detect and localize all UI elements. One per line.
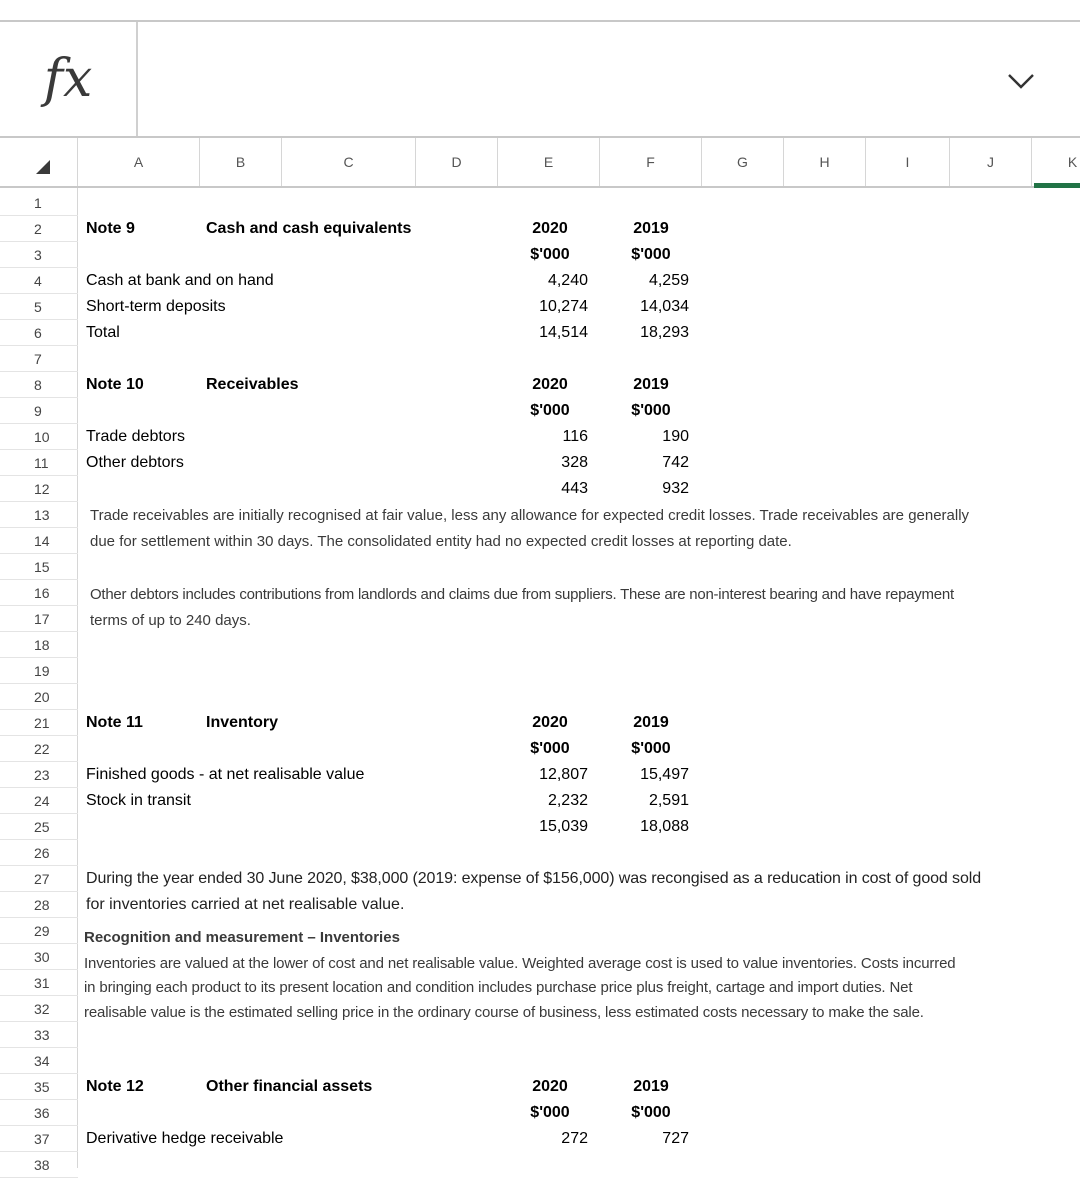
note10-title[interactable]: Receivables bbox=[206, 376, 299, 393]
note11-year-2020[interactable]: 2020 bbox=[532, 714, 568, 731]
column-header-d[interactable]: D bbox=[416, 138, 498, 186]
column-header-a[interactable]: A bbox=[78, 138, 200, 186]
note10-year-2019[interactable]: 2019 bbox=[633, 376, 669, 393]
note12-title[interactable]: Other financial assets bbox=[206, 1078, 373, 1095]
row-header[interactable]: 4 bbox=[0, 268, 78, 294]
note10-line-2019[interactable]: 742 bbox=[662, 454, 689, 471]
note9-line-2020[interactable]: 14,514 bbox=[539, 324, 588, 341]
row-header[interactable]: 38 bbox=[0, 1152, 78, 1178]
column-header-j[interactable]: J bbox=[950, 138, 1032, 186]
column-header-i[interactable]: I bbox=[866, 138, 950, 186]
note11-total-2020[interactable]: 15,039 bbox=[539, 818, 588, 835]
note9-line-label[interactable]: Cash at bank and on hand bbox=[86, 272, 274, 289]
note9-title[interactable]: Cash and cash equivalents bbox=[206, 220, 412, 237]
note12-label[interactable]: Note 12 bbox=[86, 1078, 144, 1095]
row-header[interactable]: 29 bbox=[0, 918, 78, 944]
note9-year-2019[interactable]: 2019 bbox=[633, 220, 669, 237]
row-header[interactable]: 25 bbox=[0, 814, 78, 840]
column-header-e[interactable]: E bbox=[498, 138, 600, 186]
note10-line-2020[interactable]: 328 bbox=[561, 454, 588, 471]
column-header-c[interactable]: C bbox=[282, 138, 416, 186]
row-header[interactable]: 13 bbox=[0, 502, 78, 528]
column-header-b[interactable]: B bbox=[200, 138, 282, 186]
note10-unit-2019[interactable]: $'000 bbox=[631, 402, 671, 419]
note9-line-2019[interactable]: 18,293 bbox=[640, 324, 689, 341]
column-header-f[interactable]: F bbox=[600, 138, 702, 186]
note9-line-label[interactable]: Short-term deposits bbox=[86, 298, 226, 315]
note11-line-2019[interactable]: 15,497 bbox=[640, 766, 689, 783]
note9-year-2020[interactable]: 2020 bbox=[532, 220, 568, 237]
row-header[interactable]: 21 bbox=[0, 710, 78, 736]
note10-year-2020[interactable]: 2020 bbox=[532, 376, 568, 393]
note12-year-2019[interactable]: 2019 bbox=[633, 1078, 669, 1095]
note11-recognition-title: Recognition and measurement – Inventories bbox=[84, 929, 400, 946]
row-header[interactable]: 23 bbox=[0, 762, 78, 788]
note10-line-2019[interactable]: 190 bbox=[662, 428, 689, 445]
note11-unit-2020[interactable]: $'000 bbox=[530, 740, 570, 757]
note10-paragraph-1-line-1: Trade receivables are initially recognised at fair value, less any allowance for expected credit losses. Trade receivables are generally bbox=[90, 507, 970, 524]
row-header[interactable]: 28 bbox=[0, 892, 78, 918]
select-all-triangle-icon[interactable] bbox=[36, 160, 50, 174]
note11-year-2019[interactable]: 2019 bbox=[633, 714, 669, 731]
note10-line-label[interactable]: Other debtors bbox=[86, 454, 184, 471]
row-header[interactable]: 14 bbox=[0, 528, 78, 554]
note10-line-2020[interactable]: 116 bbox=[562, 428, 588, 445]
row-header[interactable]: 11 bbox=[0, 450, 78, 476]
note11-recognition-line-3: realisable value is the estimated selling price in the ordinary course of business, less estimated costs necessary to make the sale. bbox=[84, 1004, 924, 1021]
note9-label[interactable]: Note 9 bbox=[86, 220, 135, 237]
note10-total-2020[interactable]: 443 bbox=[561, 480, 588, 497]
column-header-h[interactable]: H bbox=[784, 138, 866, 186]
row-header[interactable]: 10 bbox=[0, 424, 78, 450]
note9-line-label[interactable]: Total bbox=[86, 324, 120, 341]
note11-paragraph-line-1[interactable]: During the year ended 30 June 2020, $38,000 (2019: expense of $156,000) was recongised as a reducation in cost of good sold bbox=[86, 870, 982, 887]
note11-recognition-line-2: in bringing each product to its present location and condition includes purchase price plus freight, cartage and import duties. Net bbox=[84, 979, 913, 996]
note11-line-label[interactable]: Stock in transit bbox=[86, 792, 191, 809]
fx-label[interactable]: fx bbox=[0, 22, 138, 136]
note12-unit-2020[interactable]: $'000 bbox=[530, 1104, 570, 1121]
row-header[interactable]: 24 bbox=[0, 788, 78, 814]
note12-unit-2019[interactable]: $'000 bbox=[631, 1104, 671, 1121]
row-header[interactable]: 27 bbox=[0, 866, 78, 892]
row-header[interactable]: 32 bbox=[0, 996, 78, 1022]
note10-paragraph-1-line-2: due for settlement within 30 days. The consolidated entity had no expected credit losses at reporting date. bbox=[90, 533, 792, 550]
note9-line-2019[interactable]: 14,034 bbox=[640, 298, 689, 315]
note12-line-label[interactable]: Derivative hedge receivable bbox=[86, 1130, 284, 1147]
row-header[interactable]: 6 bbox=[0, 320, 78, 346]
row-header[interactable]: 16 bbox=[0, 580, 78, 606]
row-header[interactable]: 8 bbox=[0, 372, 78, 398]
note11-unit-2019[interactable]: $'000 bbox=[631, 740, 671, 757]
selected-column-indicator bbox=[1034, 183, 1080, 188]
row-header[interactable]: 1 bbox=[0, 190, 78, 216]
row-header[interactable]: 15 bbox=[0, 554, 78, 580]
note10-unit-2020[interactable]: $'000 bbox=[530, 402, 570, 419]
note10-paragraph-2-line-2: terms of up to 240 days. bbox=[90, 612, 251, 629]
note11-line-label[interactable]: Finished goods - at net realisable value bbox=[86, 766, 365, 783]
formula-input[interactable] bbox=[140, 22, 1000, 136]
note11-line-2020[interactable]: 12,807 bbox=[539, 766, 588, 783]
row-header[interactable]: 2 bbox=[0, 216, 78, 242]
row-header[interactable]: 35 bbox=[0, 1074, 78, 1100]
column-header-k[interactable]: K bbox=[1032, 138, 1080, 186]
row-header[interactable]: 30 bbox=[0, 944, 78, 970]
row-header[interactable]: 36 bbox=[0, 1100, 78, 1126]
note10-label[interactable]: Note 10 bbox=[86, 376, 144, 393]
note9-line-2019[interactable]: 4,259 bbox=[648, 272, 689, 289]
note9-unit-2020[interactable]: $'000 bbox=[530, 246, 570, 263]
note9-line-2020[interactable]: 10,274 bbox=[539, 298, 588, 315]
note10-line-label[interactable]: Trade debtors bbox=[86, 428, 186, 445]
row-header[interactable]: 33 bbox=[0, 1022, 78, 1048]
row-header[interactable]: 19 bbox=[0, 658, 78, 684]
row-header[interactable]: 37 bbox=[0, 1126, 78, 1152]
note11-line-2019[interactable]: 2,591 bbox=[648, 792, 689, 809]
note11-recognition-line-1: Inventories are valued at the lower of cost and net realisable value. Weighted average cost is used to value inventories. Costs incurred bbox=[84, 955, 956, 972]
chevron-down-icon[interactable] bbox=[1006, 66, 1036, 96]
note11-paragraph-line-2[interactable]: for inventories carried at net realisable value. bbox=[86, 896, 405, 913]
row-header[interactable]: 17 bbox=[0, 606, 78, 632]
note10-paragraph-2-line-1: Other debtors includes contributions from landlords and claims due from suppliers. These are non-interest bearing and have repayment bbox=[90, 586, 954, 603]
note12-year-2020[interactable]: 2020 bbox=[532, 1078, 568, 1095]
note12-line-2020[interactable]: 272 bbox=[561, 1130, 588, 1147]
note10-total-2019[interactable]: 932 bbox=[662, 480, 689, 497]
note11-label[interactable]: Note 11 bbox=[86, 714, 143, 731]
row-header[interactable]: 9 bbox=[0, 398, 78, 424]
note11-total-2019[interactable]: 18,088 bbox=[640, 818, 689, 835]
row-header[interactable]: 34 bbox=[0, 1048, 78, 1074]
row-header[interactable]: 18 bbox=[0, 632, 78, 658]
row-header[interactable]: 20 bbox=[0, 684, 78, 710]
note9-unit-2019[interactable]: $'000 bbox=[631, 246, 671, 263]
row-header[interactable]: 31 bbox=[0, 970, 78, 996]
row-header[interactable]: 5 bbox=[0, 294, 78, 320]
note9-line-2020[interactable]: 4,240 bbox=[547, 272, 588, 289]
row-header[interactable]: 22 bbox=[0, 736, 78, 762]
column-header-g[interactable]: G bbox=[702, 138, 784, 186]
note11-line-2020[interactable]: 2,232 bbox=[547, 792, 588, 809]
row-header[interactable]: 3 bbox=[0, 242, 78, 268]
note11-title[interactable]: Inventory bbox=[206, 714, 279, 731]
row-header[interactable]: 7 bbox=[0, 346, 78, 372]
row-header[interactable]: 26 bbox=[0, 840, 78, 866]
row-header[interactable]: 12 bbox=[0, 476, 78, 502]
note12-line-2019[interactable]: 727 bbox=[662, 1130, 689, 1147]
